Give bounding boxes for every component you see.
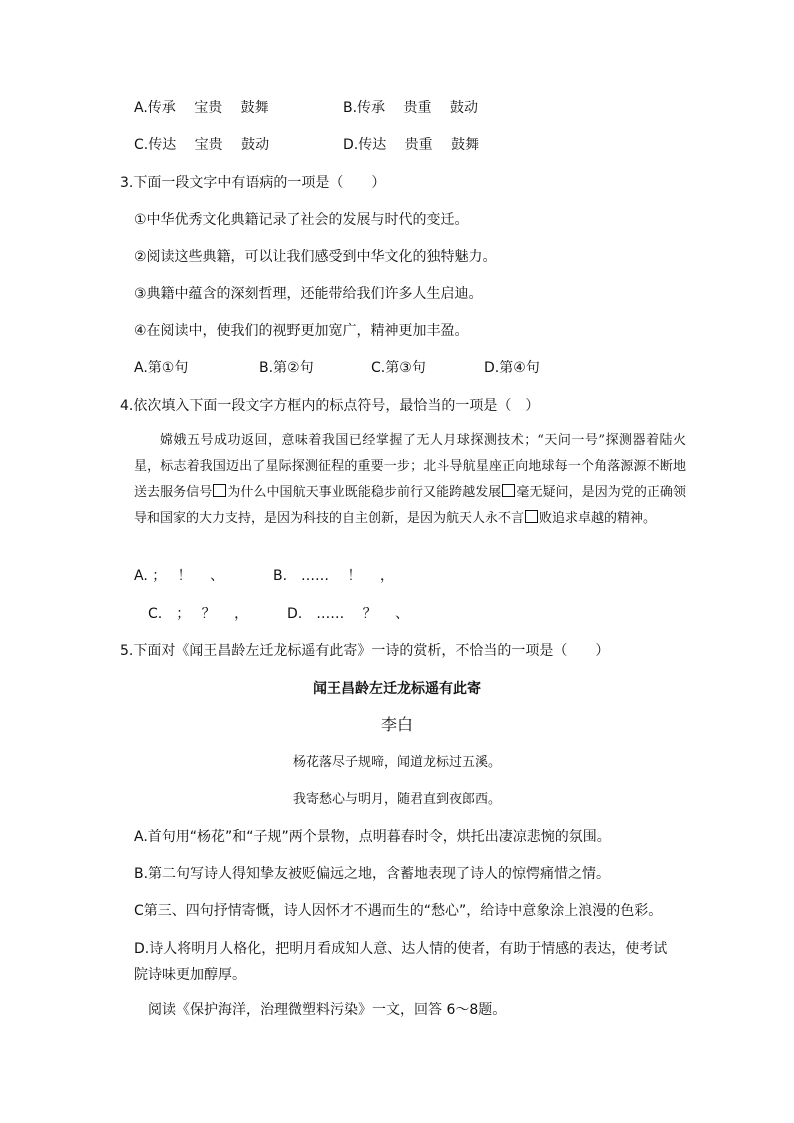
q4-stem: 4.依次填入下面一段文字方框内的标点符号，最恰当的一项是（ ） [120, 398, 540, 414]
q3-sentence-2: ②阅读这些典籍，可以让我们感受到中华文化的独特魅力。 [134, 249, 497, 265]
q2-option-d: D.传达 贵重 鼓舞 [343, 137, 480, 153]
q5-stem: 5.下面对《闻王昌龄左迁龙标遥有此寄》一诗的赏析，不恰当的一项是（ ） [120, 643, 610, 659]
q5-option-d: D.诗人将明月人格化，把明月看成知人意、达人情的使者，有助于情感的表达，使考试院诗味更加醇厚。 [134, 941, 668, 983]
poem-line-2: 我寄愁心与明月，随君直到夜郎西。 [292, 792, 501, 807]
q4-blank-box-1 [213, 484, 226, 497]
q4-passage-part2: 为什么中国航天事业既能稳步前行又能跨越发展 [227, 485, 502, 500]
reading-intro: 阅读《保护海洋，治理微塑料污染》一文，回答 6～8题。 [148, 1002, 507, 1018]
q3-option-b: B.第②句 [259, 360, 314, 376]
q2-option-c: C.传达 宝贵 鼓动 [134, 137, 270, 153]
q3-sentence-1: ①中华优秀文化典籍记录了社会的发展与时代的变迁。 [134, 212, 469, 228]
q4-blank-box-3 [525, 510, 538, 523]
q2-option-a: A.传承 宝贵 鼓舞 [134, 100, 269, 116]
q3-option-a: A.第①句 [134, 360, 189, 376]
q3-option-c: C.第③句 [371, 360, 426, 376]
q4-passage-part3: 毫无疑问，是因为党的正确领导和国家的大力支持，是因为科技的自主创新，是因为航天人永不言 [134, 485, 686, 526]
q5-option-c: C第三、四句抒情寄慨，诗人因怀才不遇而生的“愁心”，给诗中意象涂上浪漫的色彩。 [134, 903, 663, 919]
poem-line-1: 杨花落尽子规啼，闻道龙标过五溪。 [292, 755, 501, 770]
q4-passage-part4: 败追求卓越的精神。 [539, 511, 657, 526]
q4-passage [134, 428, 686, 532]
q4-passage-part1: 嫦娥五号成功返回，意味着我国已经掌握了无人月球探测技术；“天问一号”探测器着陆火星，标志着我国迈出了星际探测征程的重要一步；北斗导航星座正向地球每一个角落源源不断地送去服务信号 [134, 433, 686, 500]
q5-option-a: A.首句用“杨花”和“子规”两个景物，点明暮春时令，烘托出凄凉悲惋的氛围。 [134, 829, 611, 845]
q4-option-b: B. …… ！ ， [273, 568, 394, 584]
q4-option-a: A. ； ！ 、 [134, 568, 225, 584]
q4-option-c: C. ； ？ ， [148, 606, 249, 622]
q3-stem: 3.下面一段文字中有语病的一项是（ ） [120, 175, 386, 191]
q2-option-b: B.传承 贵重 鼓动 [343, 100, 478, 116]
q5-option-b: B.第二句写诗人得知挚友被贬偏远之地，含蓄地表现了诗人的惊愕痛惜之情。 [134, 866, 611, 882]
q4-option-d: D. …… ？ 、 [287, 606, 410, 622]
poem-title: 闻王昌龄左迁龙标遥有此寄 [313, 681, 481, 697]
q3-sentence-4: ④在阅读中，使我们的视野更加宽广，精神更加丰盈。 [134, 323, 469, 339]
q4-blank-box-2 [502, 484, 515, 497]
poem-author: 李白 [380, 715, 413, 734]
q3-sentence-3: ③典籍中蕴含的深刻哲理，还能带给我们许多人生启迪。 [134, 286, 483, 302]
q3-option-d: D.第④句 [484, 360, 540, 376]
